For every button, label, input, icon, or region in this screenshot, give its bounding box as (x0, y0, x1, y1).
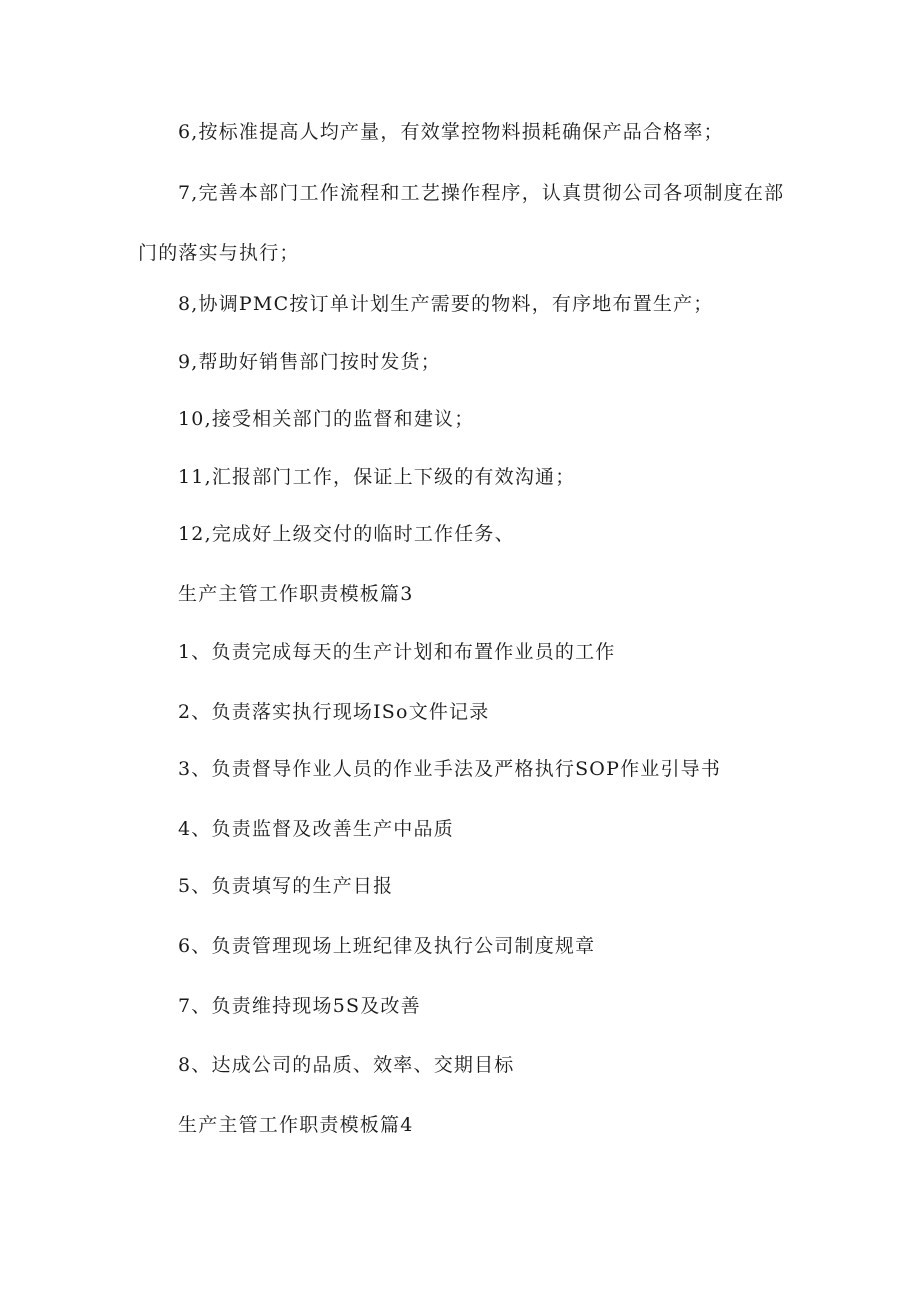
list-item: 6、负责管理现场上班纪律及执行公司制度规章 (178, 935, 596, 957)
list-item: 7、负责维持现场5S及改善 (178, 995, 421, 1017)
paragraph-item-12: 12,完成好上级交付的临时工作任务、 (178, 523, 515, 545)
list-item: 3、负责督导作业人员的作业手法及严格执行SOP作业引导书 (178, 758, 722, 780)
paragraph-item-8: 8,协调PMC按订单计划生产需要的物料，有序地布置生产； (178, 293, 714, 315)
paragraph-item-11: 11,汇报部门工作，保证上下级的有效沟通； (178, 466, 576, 488)
paragraph-item-10: 10,接受相关部门的监督和建议； (178, 408, 475, 430)
list-item: 1、负责完成每天的生产计划和布置作业员的工作 (178, 641, 616, 663)
list-item: 8、达成公司的品质、效率、交期目标 (178, 1054, 515, 1076)
paragraph-item-9: 9,帮助好销售部门按时发货； (178, 351, 441, 373)
paragraph-item-7: 7,完善本部门工作流程和工艺操作程序，认真贯彻公司各项制度在部门的落实与执行； (138, 182, 785, 264)
paragraph-item-6: 6,按标准提高人均产量，有效掌控物料损耗确保产品合格率； (178, 121, 724, 143)
list-item: 2、负责落实执行现场ISo文件记录 (178, 701, 490, 723)
list-item: 5、负责填写的生产日报 (178, 875, 394, 897)
section-heading-4: 生产主管工作职责模板篇4 (178, 1114, 414, 1136)
section-heading-3: 生产主管工作职责模板篇3 (178, 583, 414, 605)
list-item: 4、负责监督及改善生产中品质 (178, 818, 454, 840)
